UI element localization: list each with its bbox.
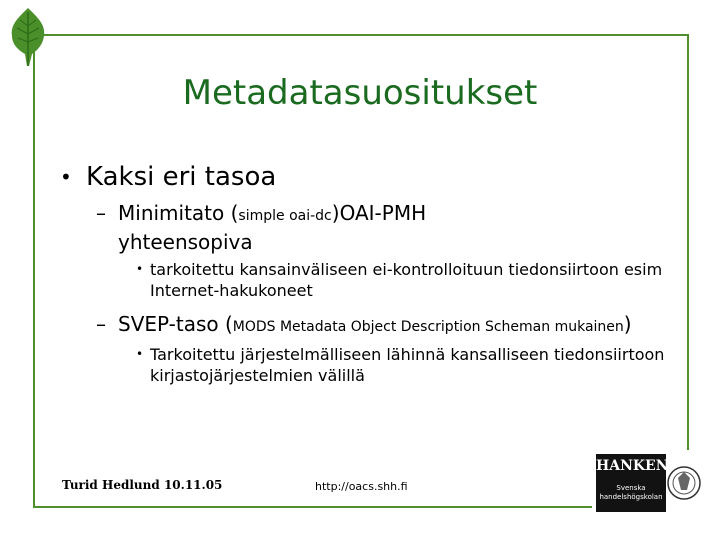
logo-box (596, 454, 669, 512)
hanken-logo (592, 450, 704, 516)
bullet-icon: • (136, 262, 144, 276)
leaf-icon (6, 6, 50, 74)
logo-name: HANKEN (596, 458, 669, 474)
bullet-level3 (136, 259, 680, 301)
bullet-icon: • (136, 347, 144, 361)
bullet-level3 (136, 344, 680, 386)
bullet-level1 (60, 160, 680, 194)
seal-icon (666, 454, 702, 512)
bullet-icon: • (60, 165, 72, 189)
slide-content (60, 160, 680, 386)
bullet-text: SVEP-taso (MODS Metadata Object Description Scheman mukainen) (118, 312, 632, 336)
bullet-text: Minimitato (simple oai-dc)OAI-PMH yhteensopiva (118, 201, 427, 254)
bullet-level2 (96, 200, 680, 255)
bullet-text: tarkoitettu kansainväliseen ei-kontrolloituun tiedonsiirtoon esim Internet-hakukoneet (150, 260, 663, 300)
footer-url: http://oacs.shh.fi (315, 480, 408, 493)
logo-subtitle: Svenska handelshögskolan (599, 484, 663, 501)
bullet-level2 (96, 311, 680, 340)
dash-icon: – (96, 201, 106, 225)
bullet-text: Tarkoitettu järjestelmälliseen lähinnä kansalliseen tiedonsiirtoon kirjastojärjestelmien välillä (150, 345, 665, 385)
dash-icon: – (96, 312, 106, 336)
bullet-text: Kaksi eri tasoa (86, 162, 277, 192)
footer-author-date: Turid Hedlund 10.11.05 (62, 478, 223, 492)
slide-title: Metadatasuositukset (182, 73, 538, 113)
